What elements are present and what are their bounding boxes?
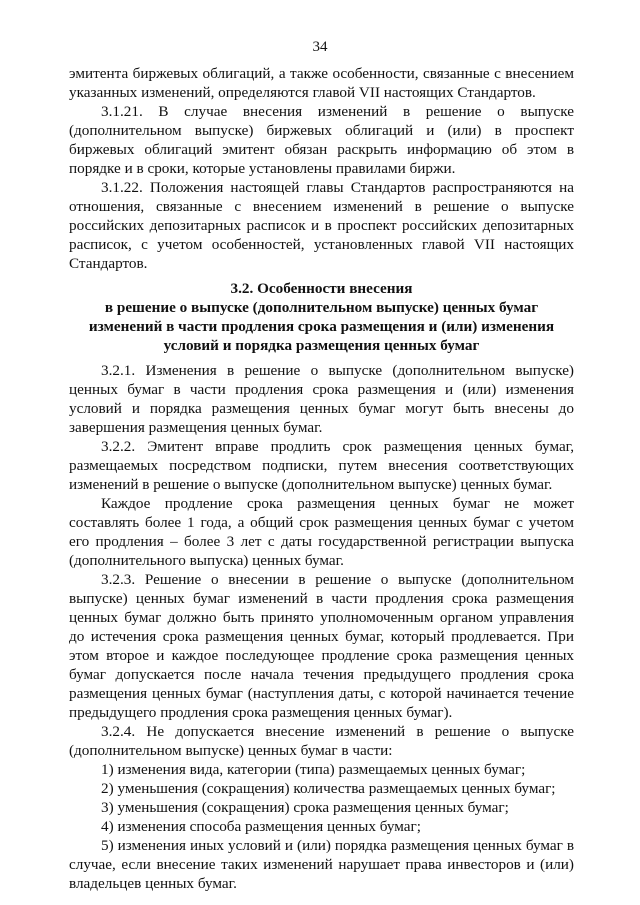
paragraph-3-2-3: 3.2.3. Решение о внесении в решение о выпуске (дополнительном выпуске) ценных бумаг изменений в части продления срока размещения ценных бумаг должно быть принято уполномоченным органом управления до истечения срока размещения ценных бумаг, который продлевается. При этом второе и каждое последующее продление срока размещения ценных бумаг допускается после начала течения предыдущего продления срока размещения ценных бумаг (наступления даты, с которой начинается течение предыдущего продления срока размещения ценных бумаг). bbox=[69, 571, 574, 721]
list-item: 5) изменения иных условий и (или) порядка размещения ценных бумаг в случае, если внесение таких изменений нарушает права инвесторов и (или) владельцев ценных бумаг. bbox=[69, 837, 574, 892]
paragraph-3-1-22: 3.1.22. Положения настоящей главы Стандартов распространяются на отношения, связанные с внесением изменений в решение о выпуске российских депозитарных расписок и в проспект российских депозитарных расписок, с учетом особенностей, установленных главой VII настоящих Стандартов. bbox=[69, 179, 574, 272]
section-heading-line: условий и порядка размещения ценных бумаг bbox=[163, 337, 480, 354]
paragraph: эмитента биржевых облигаций, а также особенности, связанные с внесением указанных изменений, определяются главой VII настоящих Стандартов. bbox=[69, 65, 574, 101]
list-item: 3) уменьшения (сокращения) срока размещения ценных бумаг; bbox=[101, 799, 509, 816]
section-heading-line: 3.2. Особенности внесения bbox=[230, 280, 413, 297]
section-heading bbox=[69, 279, 574, 355]
page-number: 34 bbox=[312, 39, 328, 55]
section-heading-line: изменений в части продления срока размещения и (или) изменения bbox=[88, 318, 555, 335]
text-block-top bbox=[69, 64, 574, 273]
paragraph-3-2-4: 3.2.4. Не допускается внесение изменений в решение о выпуске (дополнительном выпуске) ценных бумаг в части: bbox=[69, 723, 574, 759]
list-item: 4) изменения способа размещения ценных бумаг; bbox=[101, 818, 421, 835]
paragraph-3-2-2: 3.2.2. Эмитент вправе продлить срок размещения ценных бумаг, размещаемых посредством подписки, путем внесения соответствующих изменений в решение о выпуске (дополнительном выпуске) ценных бумаг. bbox=[69, 438, 574, 493]
paragraph-3-2-1: 3.2.1. Изменения в решение о выпуске (дополнительном выпуске) ценных бумаг в части продления срока размещения и (или) изменения условий и порядка размещения ценных бумаг могут быть внесены до завершения размещения ценных бумаг. bbox=[69, 362, 574, 436]
list-item: 2) уменьшения (сокращения) количества размещаемых ценных бумаг; bbox=[101, 780, 556, 797]
list-item: 1) изменения вида, категории (типа) размещаемых ценных бумаг; bbox=[101, 761, 526, 778]
section-heading-line: в решение о выпуске (дополнительном выпуске) ценных бумаг bbox=[104, 299, 539, 316]
text-block-bottom bbox=[69, 361, 574, 893]
paragraph-3-1-21: 3.1.21. В случае внесения изменений в решение о выпуске (дополнительном выпуске) биржевых облигаций и (или) в проспект биржевых облигаций эмитент обязан раскрыть информацию об этом в порядке и в сроки, которые установлены правилами биржи. bbox=[69, 103, 574, 177]
paragraph-term-limits: Каждое продление срока размещения ценных бумаг не может составлять более 1 года, а общий срок размещения ценных бумаг с учетом его продления – более 3 лет с даты государственной регистрации выпуска (дополнительного выпуска) ценных бумаг. bbox=[69, 495, 574, 569]
